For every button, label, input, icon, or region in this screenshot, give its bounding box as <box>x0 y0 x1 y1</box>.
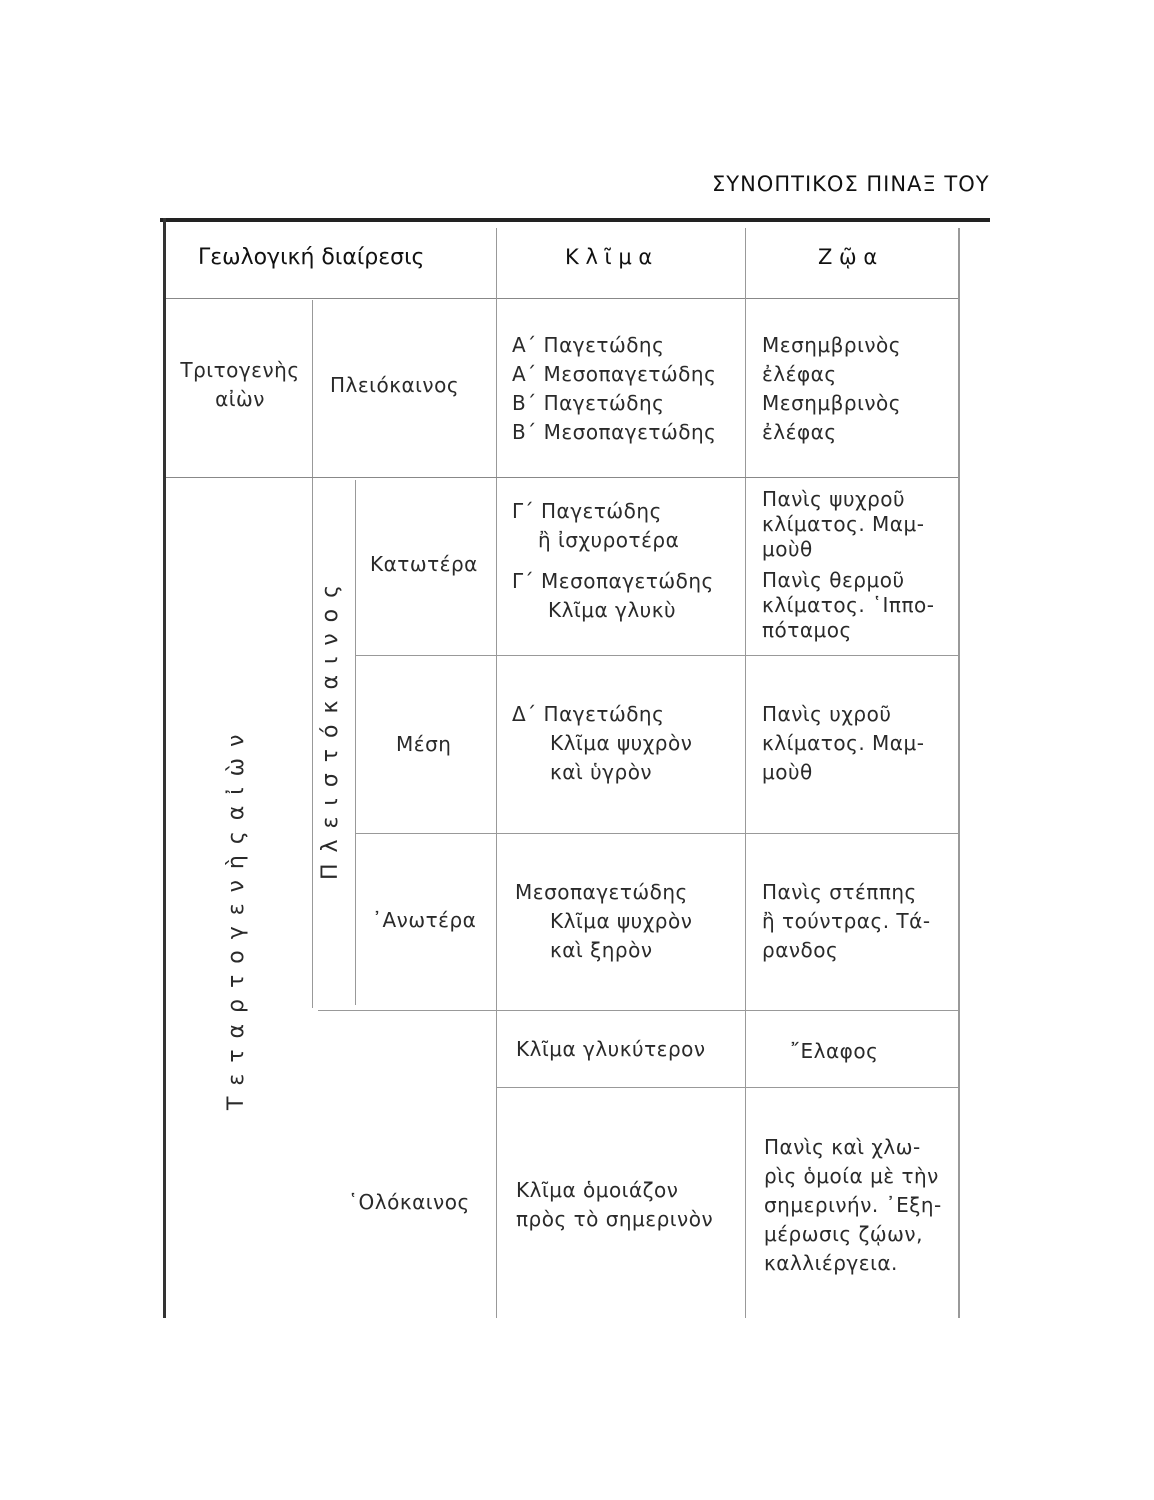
left-border <box>163 218 166 1318</box>
fauna-line: πόταμος <box>762 618 852 642</box>
col-divider-2 <box>745 228 746 1318</box>
fauna-line: Μεσημβρινὸς <box>762 391 902 415</box>
fauna-line: ἐλέφας <box>762 420 837 444</box>
climate-line: Κλῖμα ὁμοιάζον <box>516 1178 679 1202</box>
climate-line: Κλῖμα ψυχρὸν <box>550 731 693 755</box>
climate-line: καὶ ξηρὸν <box>550 938 653 962</box>
fauna-holocene-b <box>764 1133 942 1278</box>
fauna-line: Πανὶς καὶ χλω- <box>764 1135 921 1159</box>
sub-middle: Μέση <box>396 732 452 756</box>
epoch-holocene: ῾Ολόκαινος <box>348 1190 470 1214</box>
era-tertiary: Τριτογενὴς αἰὼν <box>180 358 300 411</box>
climate-line: πρὸς τὸ σημερινὸν <box>516 1207 714 1231</box>
fauna-line: Μεσημβρινὸς <box>762 333 902 357</box>
climate-line: καὶ ὑγρὸν <box>550 760 653 784</box>
fauna-line: Πανὶς υχροῦ <box>762 702 892 726</box>
fauna-pliocene <box>762 331 901 447</box>
pleistocene-rule <box>318 1010 958 1011</box>
fauna-line: Πανὶς στέππης <box>762 880 917 904</box>
climate-holocene-a: Κλῖμα γλυκύτερον <box>516 1037 706 1061</box>
climate-line: Β΄ Παγετώδης <box>512 391 665 415</box>
fauna-lower <box>762 487 934 643</box>
tertiary-rule <box>166 477 958 478</box>
sub-upper: ᾿Ανωτέρα <box>372 908 477 932</box>
climate-line: Β΄ Μεσοπαγετώδης <box>512 420 717 444</box>
climate-line: Δ΄ Παγετώδης <box>512 702 665 726</box>
climate-line: Α΄ Παγετώδης <box>512 333 665 357</box>
header-fauna: Ζ ῷ α <box>818 245 878 269</box>
fauna-line: ἐλέφας <box>762 362 837 386</box>
fauna-line: ἢ τούντρας. Τά- <box>762 909 931 933</box>
fauna-holocene-a: ῎Ελαφος <box>790 1039 879 1063</box>
fauna-line: κλίματος. ῾Ιππο- <box>762 593 935 617</box>
header-rule <box>166 298 958 299</box>
climate-line: Γ΄ Μεσοπαγετώδης <box>512 569 714 593</box>
col-divider-1 <box>496 228 497 1318</box>
holocene-rule <box>496 1087 958 1088</box>
climate-lower <box>512 497 714 625</box>
sub-lower: Κατωτέρα <box>370 552 478 576</box>
climate-middle <box>512 700 692 787</box>
climate-upper <box>515 878 692 965</box>
epoch-divider <box>355 480 356 1005</box>
climate-line: Α΄ Μεσοπαγετώδης <box>512 362 717 386</box>
header-division: Γεωλογική διαίρεσις <box>198 245 425 270</box>
top-rule <box>160 218 990 222</box>
header-climate: Κ λ ῖ μ α <box>565 245 653 269</box>
fauna-line: Πανὶς ψυχροῦ <box>762 487 906 511</box>
lower-rule <box>355 655 958 656</box>
era-quaternary: Τ ε τ α ρ τ ο γ ε ν ὴ ς α ἰ ὼ ν <box>224 732 249 1110</box>
fauna-line: κλίματος. Μαμ- <box>762 512 925 536</box>
epoch-pliocene: Πλειόκαινος <box>330 373 460 397</box>
climate-line: Κλῖμα γλυκὺ <box>548 598 677 622</box>
climate-line: Μεσοπαγετώδης <box>515 880 688 904</box>
climate-line: Γ΄ Παγετώδης <box>512 499 662 523</box>
climate-line: Κλῖμα ψυχρὸν <box>550 909 693 933</box>
fauna-line: ρανδος <box>762 938 839 962</box>
climate-line: ἢ ἰσχυροτέρα <box>538 528 680 552</box>
fauna-middle <box>762 700 924 787</box>
fauna-line: κλίματος. Μαμ- <box>762 731 925 755</box>
fauna-upper <box>762 878 931 965</box>
era-divider <box>312 300 313 1008</box>
fauna-line: Πανὶς θερμοῦ <box>762 568 905 592</box>
fauna-line: σημερινήν. ᾿Εξη- <box>764 1193 942 1217</box>
middle-rule <box>355 833 958 834</box>
fauna-line: μοὺθ <box>762 760 813 784</box>
right-border <box>958 228 960 1318</box>
climate-holocene-b <box>516 1176 713 1234</box>
fauna-line: μέρωσις ζῴων, <box>764 1222 923 1246</box>
fauna-line: καλλιέργεια. <box>764 1251 898 1275</box>
running-title: ΣΥΝΟΠΤΙΚΟΣ ΠΙΝΑΞ ΤΟΥ <box>712 172 990 196</box>
fauna-line: μοὺθ <box>762 537 813 561</box>
epoch-pleistocene: Π λ ε ι σ τ ό κ α ι ν ο ς <box>318 582 343 880</box>
fauna-line: ρὶς ὁμοία μὲ τὴν <box>764 1164 939 1188</box>
climate-pliocene <box>512 331 716 447</box>
